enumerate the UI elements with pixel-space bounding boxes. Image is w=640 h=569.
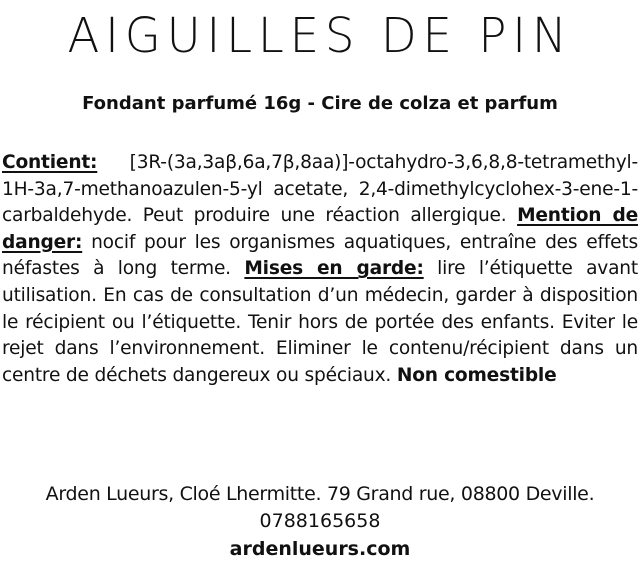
manufacturer-phone: 0788165658 <box>259 510 381 532</box>
precautions-label: Mises en garde: <box>244 258 424 280</box>
hazard-text: nocif pour les organismes aquatiques, entraîne des effets néfastes à long terme. <box>2 231 638 280</box>
warning-text: Non comestible <box>396 364 557 386</box>
composition-text: [3R-(3a,3aβ,6a,7β,8aa)]-octahydro-3,6,8,8-tetramethyl-1H-3a,7-methanoazulen-5-yl acetate, 2,4-dimethylcyclohex-3-ene-1-carbaldehyde. Peut produire une réaction allergique. <box>2 152 638 227</box>
manufacturer-address: Arden Lueurs, Cloé Lhermitte. 79 Grand rue, 08800 Deville. <box>45 483 595 505</box>
manufacturer-website: ardenlueurs.com <box>229 538 411 560</box>
composition-label: Contient: <box>2 152 98 173</box>
safety-information <box>2 150 638 389</box>
product-title: AIGUILLES DE PIN <box>67 8 573 64</box>
hazard-label: Mention de danger: <box>2 205 638 253</box>
precautions-text: lire l’étiquette avant utilisation. En cas de consultation d’un médecin, garder à disposition le récipient ou l’étiquette. Tenir hors de portée des enfants. Eviter le rejet dans l’environnement. Eliminer le contenu/récipient dans un centre de déchets dangereux ou spéciaux. <box>2 258 638 386</box>
product-subtitle: Fondant parfumé 16g - Cire de colza et parfum <box>82 93 558 114</box>
